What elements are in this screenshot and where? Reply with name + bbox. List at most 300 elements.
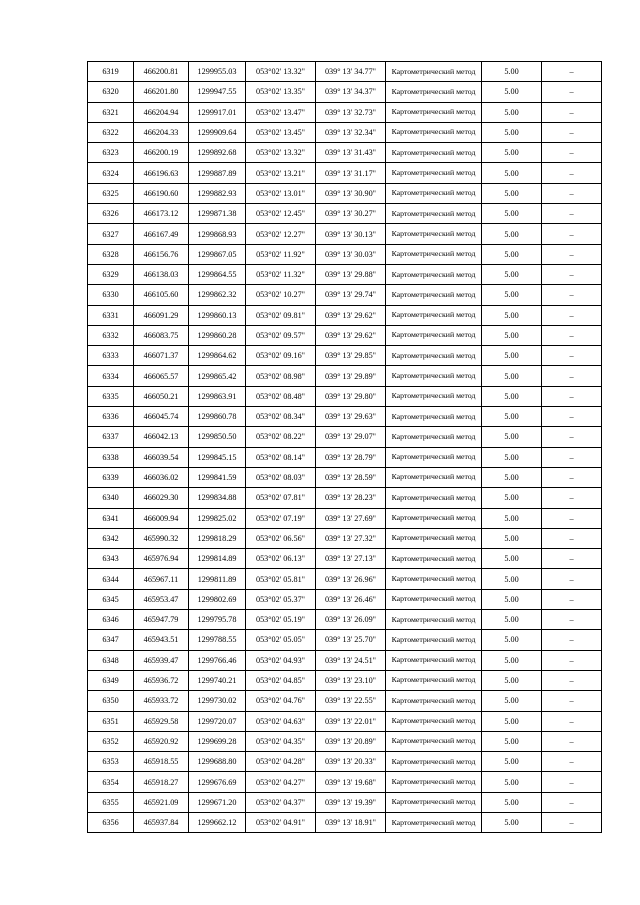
method-cell: Картометрический метод [386, 610, 482, 630]
latitude-cell: 053°02' 09.81" [246, 305, 316, 325]
accuracy-cell: 5.00 [482, 610, 542, 630]
table-row [88, 346, 602, 366]
y-coordinate-cell: 1299909.64 [189, 122, 246, 142]
note-cell: – [542, 183, 602, 203]
longitude-cell: 039° 13' 28.23" [316, 488, 386, 508]
accuracy-cell: 5.00 [482, 569, 542, 589]
accuracy-cell: 5.00 [482, 752, 542, 772]
accuracy-cell: 5.00 [482, 244, 542, 264]
table-row [88, 325, 602, 345]
longitude-cell: 039° 13' 27.13" [316, 549, 386, 569]
longitude-cell: 039° 13' 29.85" [316, 346, 386, 366]
table-row [88, 752, 602, 772]
y-coordinate-cell: 1299766.46 [189, 650, 246, 670]
x-coordinate-cell: 466042.13 [134, 427, 189, 447]
longitude-cell: 039° 13' 18.91" [316, 812, 386, 832]
accuracy-cell: 5.00 [482, 427, 542, 447]
y-coordinate-cell: 1299862.32 [189, 285, 246, 305]
x-coordinate-cell: 465943.51 [134, 630, 189, 650]
method-cell: Картометрический метод [386, 183, 482, 203]
point-number-cell: 6346 [88, 610, 134, 630]
table-row [88, 508, 602, 528]
y-coordinate-cell: 1299864.55 [189, 264, 246, 284]
y-coordinate-cell: 1299882.93 [189, 183, 246, 203]
method-cell: Картометрический метод [386, 163, 482, 183]
accuracy-cell: 5.00 [482, 467, 542, 487]
latitude-cell: 053°02' 04.93" [246, 650, 316, 670]
point-number-cell: 6349 [88, 670, 134, 690]
x-coordinate-cell: 466045.74 [134, 407, 189, 427]
note-cell: – [542, 772, 602, 792]
y-coordinate-cell: 1299834.88 [189, 488, 246, 508]
longitude-cell: 039° 13' 22.01" [316, 711, 386, 731]
x-coordinate-cell: 465920.92 [134, 731, 189, 751]
y-coordinate-cell: 1299688.80 [189, 752, 246, 772]
latitude-cell: 053°02' 04.63" [246, 711, 316, 731]
table-row [88, 691, 602, 711]
y-coordinate-cell: 1299868.93 [189, 224, 246, 244]
x-coordinate-cell: 465936.72 [134, 670, 189, 690]
point-number-cell: 6344 [88, 569, 134, 589]
point-number-cell: 6326 [88, 204, 134, 224]
method-cell: Картометрический метод [386, 569, 482, 589]
table-row [88, 650, 602, 670]
latitude-cell: 053°02' 09.16" [246, 346, 316, 366]
method-cell: Картометрический метод [386, 325, 482, 345]
y-coordinate-cell: 1299917.01 [189, 102, 246, 122]
point-number-cell: 6321 [88, 102, 134, 122]
table-row [88, 305, 602, 325]
y-coordinate-cell: 1299825.02 [189, 508, 246, 528]
table-row [88, 610, 602, 630]
note-cell: – [542, 407, 602, 427]
accuracy-cell: 5.00 [482, 447, 542, 467]
method-cell: Картометрический метод [386, 264, 482, 284]
x-coordinate-cell: 465921.09 [134, 792, 189, 812]
accuracy-cell: 5.00 [482, 224, 542, 244]
longitude-cell: 039° 13' 19.68" [316, 772, 386, 792]
latitude-cell: 053°02' 13.47" [246, 102, 316, 122]
latitude-cell: 053°02' 11.32" [246, 264, 316, 284]
latitude-cell: 053°02' 05.81" [246, 569, 316, 589]
x-coordinate-cell: 465933.72 [134, 691, 189, 711]
accuracy-cell: 5.00 [482, 772, 542, 792]
method-cell: Картометрический метод [386, 508, 482, 528]
y-coordinate-cell: 1299788.55 [189, 630, 246, 650]
accuracy-cell: 5.00 [482, 102, 542, 122]
method-cell: Картометрический метод [386, 386, 482, 406]
x-coordinate-cell: 466039.54 [134, 447, 189, 467]
point-number-cell: 6323 [88, 143, 134, 163]
point-number-cell: 6339 [88, 467, 134, 487]
point-number-cell: 6353 [88, 752, 134, 772]
x-coordinate-cell: 466029.30 [134, 488, 189, 508]
point-number-cell: 6340 [88, 488, 134, 508]
accuracy-cell: 5.00 [482, 122, 542, 142]
longitude-cell: 039° 13' 20.89" [316, 731, 386, 751]
method-cell: Картометрический метод [386, 528, 482, 548]
note-cell: – [542, 447, 602, 467]
table-row [88, 488, 602, 508]
longitude-cell: 039° 13' 25.70" [316, 630, 386, 650]
method-cell: Картометрический метод [386, 630, 482, 650]
method-cell: Картометрический метод [386, 366, 482, 386]
point-number-cell: 6332 [88, 325, 134, 345]
point-number-cell: 6352 [88, 731, 134, 751]
table-row [88, 589, 602, 609]
table-row [88, 549, 602, 569]
latitude-cell: 053°02' 11.92" [246, 244, 316, 264]
y-coordinate-cell: 1299662.12 [189, 812, 246, 832]
y-coordinate-cell: 1299867.05 [189, 244, 246, 264]
method-cell: Картометрический метод [386, 670, 482, 690]
note-cell: – [542, 691, 602, 711]
table-row [88, 528, 602, 548]
note-cell: – [542, 204, 602, 224]
latitude-cell: 053°02' 13.35" [246, 82, 316, 102]
longitude-cell: 039° 13' 34.77" [316, 62, 386, 82]
longitude-cell: 039° 13' 30.03" [316, 244, 386, 264]
method-cell: Картометрический метод [386, 812, 482, 832]
accuracy-cell: 5.00 [482, 407, 542, 427]
x-coordinate-cell: 466173.12 [134, 204, 189, 224]
accuracy-cell: 5.00 [482, 792, 542, 812]
accuracy-cell: 5.00 [482, 731, 542, 751]
latitude-cell: 053°02' 12.45" [246, 204, 316, 224]
accuracy-cell: 5.00 [482, 183, 542, 203]
note-cell: – [542, 589, 602, 609]
latitude-cell: 053°02' 13.01" [246, 183, 316, 203]
y-coordinate-cell: 1299720.07 [189, 711, 246, 731]
method-cell: Картометрический метод [386, 772, 482, 792]
x-coordinate-cell: 466091.29 [134, 305, 189, 325]
point-number-cell: 6325 [88, 183, 134, 203]
y-coordinate-cell: 1299850.50 [189, 427, 246, 447]
table-row [88, 386, 602, 406]
note-cell: – [542, 488, 602, 508]
latitude-cell: 053°02' 07.19" [246, 508, 316, 528]
longitude-cell: 039° 13' 26.96" [316, 569, 386, 589]
x-coordinate-cell: 466200.19 [134, 143, 189, 163]
method-cell: Картометрический метод [386, 407, 482, 427]
latitude-cell: 053°02' 13.32" [246, 143, 316, 163]
method-cell: Картометрический метод [386, 488, 482, 508]
y-coordinate-cell: 1299864.62 [189, 346, 246, 366]
point-number-cell: 6322 [88, 122, 134, 142]
longitude-cell: 039° 13' 19.39" [316, 792, 386, 812]
method-cell: Картометрический метод [386, 244, 482, 264]
x-coordinate-cell: 465947.79 [134, 610, 189, 630]
method-cell: Картометрический метод [386, 467, 482, 487]
note-cell: – [542, 792, 602, 812]
accuracy-cell: 5.00 [482, 62, 542, 82]
method-cell: Картометрический метод [386, 122, 482, 142]
table-row [88, 366, 602, 386]
note-cell: – [542, 163, 602, 183]
note-cell: – [542, 467, 602, 487]
accuracy-cell: 5.00 [482, 386, 542, 406]
y-coordinate-cell: 1299671.20 [189, 792, 246, 812]
point-number-cell: 6347 [88, 630, 134, 650]
point-number-cell: 6356 [88, 812, 134, 832]
latitude-cell: 053°02' 08.22" [246, 427, 316, 447]
longitude-cell: 039° 13' 26.46" [316, 589, 386, 609]
table-row [88, 285, 602, 305]
method-cell: Картометрический метод [386, 427, 482, 447]
latitude-cell: 053°02' 13.45" [246, 122, 316, 142]
point-number-cell: 6335 [88, 386, 134, 406]
x-coordinate-cell: 465918.55 [134, 752, 189, 772]
method-cell: Картометрический метод [386, 792, 482, 812]
method-cell: Картометрический метод [386, 346, 482, 366]
note-cell: – [542, 630, 602, 650]
method-cell: Картометрический метод [386, 752, 482, 772]
point-number-cell: 6354 [88, 772, 134, 792]
table-row [88, 569, 602, 589]
table-row [88, 407, 602, 427]
y-coordinate-cell: 1299860.78 [189, 407, 246, 427]
note-cell: – [542, 427, 602, 447]
point-number-cell: 6351 [88, 711, 134, 731]
x-coordinate-cell: 465990.32 [134, 528, 189, 548]
accuracy-cell: 5.00 [482, 549, 542, 569]
method-cell: Картометрический метод [386, 650, 482, 670]
accuracy-cell: 5.00 [482, 812, 542, 832]
table-row [88, 62, 602, 82]
accuracy-cell: 5.00 [482, 204, 542, 224]
latitude-cell: 053°02' 08.48" [246, 386, 316, 406]
latitude-cell: 053°02' 06.13" [246, 549, 316, 569]
table-row [88, 143, 602, 163]
accuracy-cell: 5.00 [482, 305, 542, 325]
latitude-cell: 053°02' 04.37" [246, 792, 316, 812]
note-cell: – [542, 62, 602, 82]
x-coordinate-cell: 465953.47 [134, 589, 189, 609]
point-number-cell: 6343 [88, 549, 134, 569]
note-cell: – [542, 731, 602, 751]
y-coordinate-cell: 1299865.42 [189, 366, 246, 386]
latitude-cell: 053°02' 04.91" [246, 812, 316, 832]
note-cell: – [542, 102, 602, 122]
x-coordinate-cell: 466036.02 [134, 467, 189, 487]
longitude-cell: 039° 13' 27.69" [316, 508, 386, 528]
accuracy-cell: 5.00 [482, 528, 542, 548]
latitude-cell: 053°02' 06.56" [246, 528, 316, 548]
longitude-cell: 039° 13' 26.09" [316, 610, 386, 630]
note-cell: – [542, 711, 602, 731]
table-row [88, 711, 602, 731]
y-coordinate-cell: 1299699.28 [189, 731, 246, 751]
latitude-cell: 053°02' 04.85" [246, 670, 316, 690]
longitude-cell: 039° 13' 29.74" [316, 285, 386, 305]
accuracy-cell: 5.00 [482, 325, 542, 345]
x-coordinate-cell: 465939.47 [134, 650, 189, 670]
point-number-cell: 6341 [88, 508, 134, 528]
x-coordinate-cell: 466138.03 [134, 264, 189, 284]
x-coordinate-cell: 465976.94 [134, 549, 189, 569]
accuracy-cell: 5.00 [482, 711, 542, 731]
longitude-cell: 039° 13' 27.32" [316, 528, 386, 548]
method-cell: Картометрический метод [386, 447, 482, 467]
note-cell: – [542, 244, 602, 264]
y-coordinate-cell: 1299814.89 [189, 549, 246, 569]
y-coordinate-cell: 1299860.28 [189, 325, 246, 345]
latitude-cell: 053°02' 07.81" [246, 488, 316, 508]
point-number-cell: 6320 [88, 82, 134, 102]
longitude-cell: 039° 13' 29.88" [316, 264, 386, 284]
point-number-cell: 6331 [88, 305, 134, 325]
accuracy-cell: 5.00 [482, 650, 542, 670]
note-cell: – [542, 812, 602, 832]
table-row [88, 244, 602, 264]
y-coordinate-cell: 1299841.59 [189, 467, 246, 487]
latitude-cell: 053°02' 05.37" [246, 589, 316, 609]
method-cell: Картометрический метод [386, 102, 482, 122]
note-cell: – [542, 386, 602, 406]
table-row [88, 224, 602, 244]
y-coordinate-cell: 1299863.91 [189, 386, 246, 406]
latitude-cell: 053°02' 04.76" [246, 691, 316, 711]
longitude-cell: 039° 13' 31.43" [316, 143, 386, 163]
longitude-cell: 039° 13' 31.17" [316, 163, 386, 183]
table-row [88, 447, 602, 467]
accuracy-cell: 5.00 [482, 670, 542, 690]
point-number-cell: 6334 [88, 366, 134, 386]
latitude-cell: 053°02' 08.14" [246, 447, 316, 467]
point-number-cell: 6350 [88, 691, 134, 711]
y-coordinate-cell: 1299802.69 [189, 589, 246, 609]
x-coordinate-cell: 466083.75 [134, 325, 189, 345]
latitude-cell: 053°02' 13.32" [246, 62, 316, 82]
x-coordinate-cell: 465918.27 [134, 772, 189, 792]
note-cell: – [542, 508, 602, 528]
accuracy-cell: 5.00 [482, 346, 542, 366]
longitude-cell: 039° 13' 30.27" [316, 204, 386, 224]
x-coordinate-cell: 466201.80 [134, 82, 189, 102]
method-cell: Картометрический метод [386, 589, 482, 609]
point-number-cell: 6338 [88, 447, 134, 467]
method-cell: Картометрический метод [386, 224, 482, 244]
x-coordinate-cell: 466167.49 [134, 224, 189, 244]
latitude-cell: 053°02' 05.05" [246, 630, 316, 650]
y-coordinate-cell: 1299845.15 [189, 447, 246, 467]
x-coordinate-cell: 466050.21 [134, 386, 189, 406]
accuracy-cell: 5.00 [482, 691, 542, 711]
x-coordinate-cell: 466204.94 [134, 102, 189, 122]
point-number-cell: 6345 [88, 589, 134, 609]
longitude-cell: 039° 13' 28.59" [316, 467, 386, 487]
note-cell: – [542, 549, 602, 569]
point-number-cell: 6337 [88, 427, 134, 447]
accuracy-cell: 5.00 [482, 163, 542, 183]
longitude-cell: 039° 13' 23.10" [316, 670, 386, 690]
latitude-cell: 053°02' 08.34" [246, 407, 316, 427]
table-row [88, 427, 602, 447]
method-cell: Картометрический метод [386, 305, 482, 325]
latitude-cell: 053°02' 13.21" [246, 163, 316, 183]
latitude-cell: 053°02' 08.98" [246, 366, 316, 386]
accuracy-cell: 5.00 [482, 285, 542, 305]
x-coordinate-cell: 466071.37 [134, 346, 189, 366]
point-number-cell: 6329 [88, 264, 134, 284]
point-number-cell: 6355 [88, 792, 134, 812]
table-row [88, 82, 602, 102]
longitude-cell: 039° 13' 29.89" [316, 366, 386, 386]
latitude-cell: 053°02' 05.19" [246, 610, 316, 630]
x-coordinate-cell: 466200.81 [134, 62, 189, 82]
table-row [88, 792, 602, 812]
longitude-cell: 039° 13' 29.07" [316, 427, 386, 447]
latitude-cell: 053°02' 04.28" [246, 752, 316, 772]
method-cell: Картометрический метод [386, 204, 482, 224]
latitude-cell: 053°02' 10.27" [246, 285, 316, 305]
x-coordinate-cell: 466204.33 [134, 122, 189, 142]
point-number-cell: 6333 [88, 346, 134, 366]
method-cell: Картометрический метод [386, 285, 482, 305]
point-number-cell: 6348 [88, 650, 134, 670]
method-cell: Картометрический метод [386, 691, 482, 711]
x-coordinate-cell: 466196.63 [134, 163, 189, 183]
method-cell: Картометрический метод [386, 731, 482, 751]
method-cell: Картометрический метод [386, 82, 482, 102]
x-coordinate-cell: 465967.11 [134, 569, 189, 589]
x-coordinate-cell: 466105.60 [134, 285, 189, 305]
method-cell: Картометрический метод [386, 549, 482, 569]
table-row [88, 163, 602, 183]
table-row [88, 183, 602, 203]
note-cell: – [542, 285, 602, 305]
latitude-cell: 053°02' 08.03" [246, 467, 316, 487]
method-cell: Картометрический метод [386, 62, 482, 82]
longitude-cell: 039° 13' 24.51" [316, 650, 386, 670]
accuracy-cell: 5.00 [482, 508, 542, 528]
latitude-cell: 053°02' 04.35" [246, 731, 316, 751]
note-cell: – [542, 752, 602, 772]
note-cell: – [542, 325, 602, 345]
note-cell: – [542, 346, 602, 366]
note-cell: – [542, 224, 602, 244]
table-row [88, 122, 602, 142]
table-row [88, 630, 602, 650]
longitude-cell: 039° 13' 29.62" [316, 325, 386, 345]
y-coordinate-cell: 1299795.78 [189, 610, 246, 630]
longitude-cell: 039° 13' 30.13" [316, 224, 386, 244]
note-cell: – [542, 650, 602, 670]
method-cell: Картометрический метод [386, 711, 482, 731]
note-cell: – [542, 305, 602, 325]
note-cell: – [542, 528, 602, 548]
y-coordinate-cell: 1299818.29 [189, 528, 246, 548]
y-coordinate-cell: 1299892.68 [189, 143, 246, 163]
x-coordinate-cell: 466065.57 [134, 366, 189, 386]
longitude-cell: 039° 13' 34.37" [316, 82, 386, 102]
x-coordinate-cell: 465937.84 [134, 812, 189, 832]
coordinates-table [87, 61, 602, 833]
note-cell: – [542, 569, 602, 589]
longitude-cell: 039° 13' 29.80" [316, 386, 386, 406]
point-number-cell: 6319 [88, 62, 134, 82]
note-cell: – [542, 122, 602, 142]
latitude-cell: 053°02' 04.27" [246, 772, 316, 792]
point-number-cell: 6327 [88, 224, 134, 244]
accuracy-cell: 5.00 [482, 366, 542, 386]
y-coordinate-cell: 1299947.55 [189, 82, 246, 102]
point-number-cell: 6328 [88, 244, 134, 264]
accuracy-cell: 5.00 [482, 264, 542, 284]
note-cell: – [542, 143, 602, 163]
accuracy-cell: 5.00 [482, 589, 542, 609]
table-row [88, 467, 602, 487]
